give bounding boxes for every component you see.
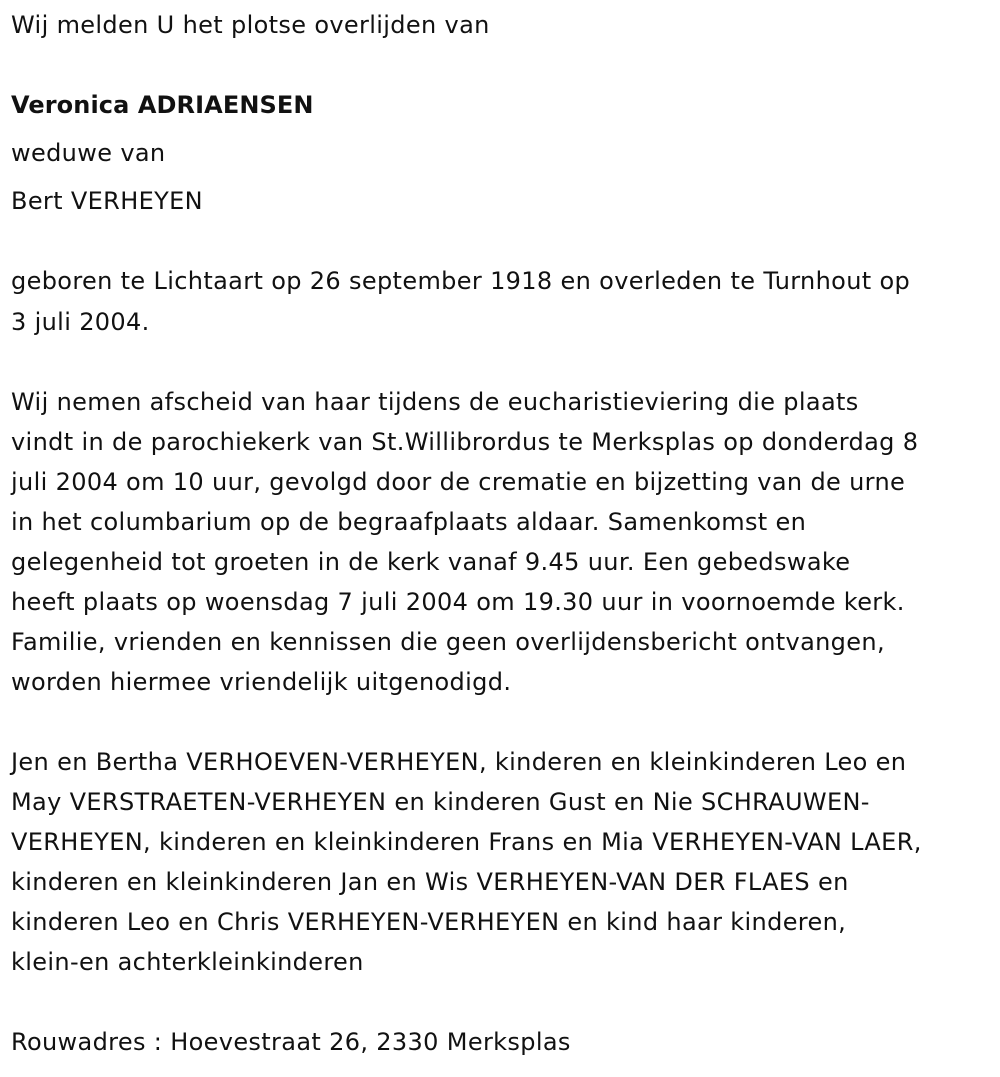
intro-text: Wij melden U het plotse overlijden van bbox=[11, 11, 490, 39]
family-line: kinderen Leo en Chris VERHEYEN-VERHEYEN en kind haar kinderen, bbox=[11, 908, 847, 936]
family-line: klein-en achterkleinkinderen bbox=[11, 948, 364, 976]
mourning-address: Rouwadres : Hoevestraat 26, 2330 Merksplas bbox=[11, 1028, 571, 1056]
ceremony-line: Familie, vrienden en kennissen die geen overlijdensbericht ontvangen, bbox=[11, 628, 885, 656]
ceremony-line: Wij nemen afscheid van haar tijdens de eucharistieviering die plaats bbox=[11, 388, 859, 416]
family-line: Jen en Bertha VERHOEVEN-VERHEYEN, kinderen en kleinkinderen Leo en bbox=[11, 748, 907, 776]
ceremony-line: juli 2004 om 10 uur, gevolgd door de crematie en bijzetting van de urne bbox=[11, 468, 906, 496]
birth-death-line: 3 juli 2004. bbox=[11, 308, 150, 336]
ceremony-line: heeft plaats op woensdag 7 juli 2004 om 19.30 uur in voornoemde kerk. bbox=[11, 588, 905, 616]
ceremony-line: worden hiermee vriendelijk uitgenodigd. bbox=[11, 668, 512, 696]
family-line: May VERSTRAETEN-VERHEYEN en kinderen Gust en Nie SCHRAUWEN- bbox=[11, 788, 870, 816]
relation-text: weduwe van bbox=[11, 139, 166, 167]
deceased-name: Veronica ADRIAENSEN bbox=[11, 91, 314, 119]
family-line: VERHEYEN, kinderen en kleinkinderen Frans en Mia VERHEYEN-VAN LAER, bbox=[11, 828, 922, 856]
birth-death-line: geboren te Lichtaart op 26 september 1918 en overleden te Turnhout op bbox=[11, 267, 911, 295]
ceremony-line: vindt in de parochiekerk van St.Willibrordus te Merksplas op donderdag 8 bbox=[11, 428, 919, 456]
ceremony-line: gelegenheid tot groeten in de kerk vanaf 9.45 uur. Een gebedswake bbox=[11, 548, 851, 576]
spouse-name: Bert VERHEYEN bbox=[11, 187, 203, 215]
ceremony-line: in het columbarium op de begraafplaats aldaar. Samenkomst en bbox=[11, 508, 807, 536]
family-line: kinderen en kleinkinderen Jan en Wis VERHEYEN-VAN DER FLAES en bbox=[11, 868, 849, 896]
